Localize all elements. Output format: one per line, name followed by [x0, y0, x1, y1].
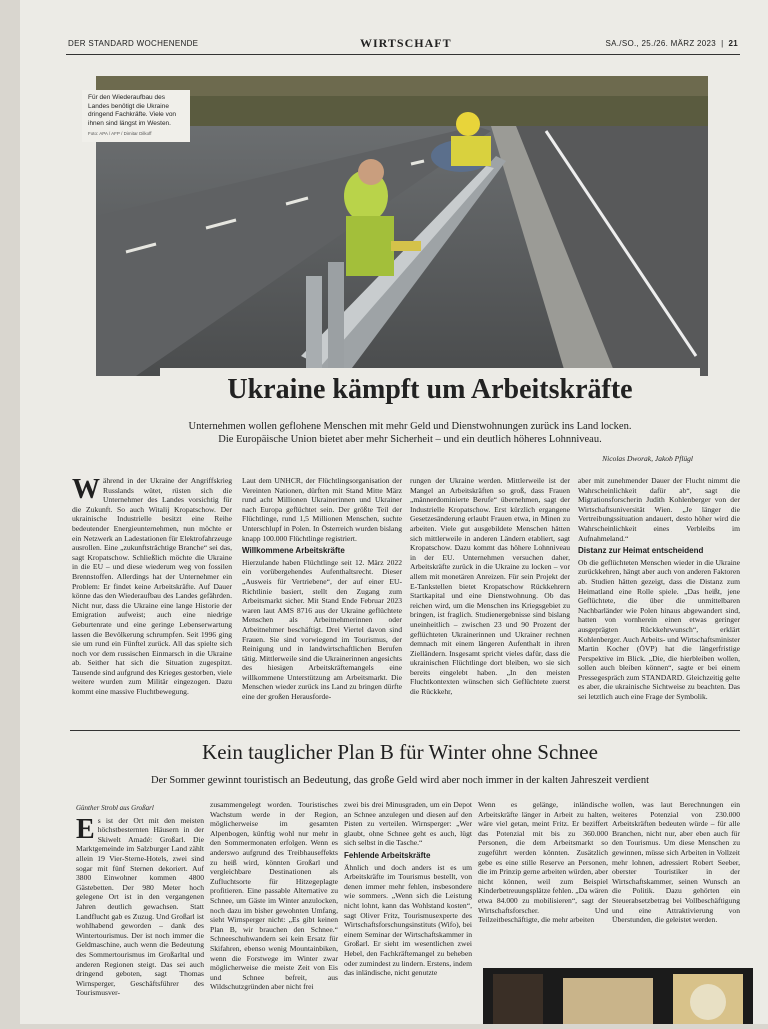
article2-col5-text: wollen, was laut Berechnungen ein weiteres Potenzial von 230.000 Arbeitskräften bedeuten würde – für alle Branchen, nicht nur, aber eben auch für den Tourismus. Um diese Menschen zu gewinnen, müsse sich Arbeiten in Vollzeit mehr lohnen, adressiert Robert Seeber, oberster Touristiker in der Wirtschaftskammer, seinen Wunsch an die Politik. Dazu gehörten ein Steuerabsetzbetrag bei Vollbeschäftigung und eine Attraktivierung von Überstunden, die geleistet werden. — [612, 800, 740, 925]
article2-subheading: Fehlende Arbeitskräfte — [344, 850, 431, 860]
article1-col2-text-a: Laut dem UNHCR, der Flüchtlingsorganisation der Vereinten Nationen, dürften mit Stand Mitte März rund acht Millionen Ukrainerinnen und Ukrainer nach Europa geflüchtet sein. Der größte Teil der Flüchtlinge, rund 1,5 Millionen Menschen, suchte Unterschlupf in Polen. In Österreich wurden bislang knapp 100.000 Flüchtlinge registriert. — [242, 476, 402, 543]
article1-col2-text-b: Hierzulande haben Flüchtlinge seit 12. März 2022 ein vorübergehendes Aufenthaltsrecht. Dieser „Ausweis für Vertriebene“, der auf einer EU-Richtlinie basiert, stellt den Zugang zum Arbeitsmarkt sicher. Mit Stand Ende Februar 2023 waren laut AMS 8716 aus der Ukraine geflüchtete Menschen als Arbeitnehmerinnen oder Arbeitnehmer beschäftigt. Drei Viertel davon sind Frauen. Sie sind vorwiegend im Tourismus, der Reinigung und in landwirtschaftlichen Berufen tätig. Mittlerweile sind die Ukrainerinnen angesichts des hiesigen Arbeitskräftemangels eine willkommene Unterstützung am Arbeitsmarkt. Die Menschen wieder zurück ins Land zu bringen dürfte eine der großen Herausforde- — [242, 557, 402, 702]
masthead-rule — [66, 54, 740, 55]
masthead-date-page: SA./SO., 25./26. MÄRZ 2023 | 21 — [605, 39, 738, 48]
article1-column-4 — [578, 476, 740, 724]
article1-col4-text-b: Ob die geflüchteten Menschen wieder in die Ukraine zurückkehren, hängt aber auch von anderen Faktoren ab. Studien hätten gezeigt, dass die Distanz zum Heimatland eine Rolle spiele. „Das heißt, jene Geflüchtete, die über die unmittelbaren Nachbarländer wie Polen hinaus abgewandert sind, hatten von vornherein einen etwas geringer ausgeprägten Rückkehrwunsch“, erklärt Kohlenberger. Auch Arbeits- und Wirtschaftsminister Martin Kocher (ÖVP) hat die längerfristige Perspektive im Blick. „Die, die hierbleiben wollen, sollen auch bleiben können“, sagte er bei einem Pressegespräch zum STANDARD. Gleichzeitig gelte es aber, die ukrainische Sichtweise zu beachten. Das sei letztlich auch eine Frage der Symbolik. — [578, 557, 740, 702]
article2-col3-text-b: Ähnlich und doch anders ist es um Arbeitskräfte im Tourismus bestellt, von denen immer mehr fehlen, insbesondere wie sommers. „Wenn sich die Leistung nicht lohnt, kann das Wohlstand kosten“, sagt Oliver Fritz, Tourismusexperte des Wirtschaftsforschungsinstituts (Wifo), bei einem Seminar der Wirtschaftskammer in Großarl. Er sieht im wesentlichen zwei Hebel, den Fachkräftemangel zu beheben oder zumindest zu lindern. Erstens, indem das inländische, nicht genutzte — [344, 862, 472, 978]
article1-column-1 — [72, 476, 232, 724]
article2-headline: Kein tauglicher Plan B für Winter ohne Schnee — [202, 740, 598, 764]
masthead — [68, 36, 738, 52]
article2-column-3 — [344, 800, 472, 1024]
article1-col3-text: rungen der Ukraine werden. Mittlerweile ist der Mangel an Arbeitskräften so groß, dass Frauen „männerdominierte Berufe“ übernehmen, sagt der Industrielle Kropatschow. Erst kürzlich ergangene Gesetzesänderung erlaubt Frauen etwa, in Minen zu arbeiten. Viele gut ausgebildete Menschen hätten sich mittlerweile in anderen Ländern etabliert, sagt Kropatschow. Dazu kommt das höhere Lohnniveau in der EU. Unternehmen versuchen daher, Arbeitskräfte zurück in die Ukraine zu locken – vor allem mit monetären Anreizen. Für sein Projekt der E-Tankstellen bietet Kropatschow Rückkehrern Startkapital und eine Dienstwohnung. Ob das reichen wird, um die Menschen ins Kriegsgebiet zu bringen, ist fraglich. Studienergebnisse sind bislang uneinheitlich – zwischen 23 und 90 Prozent der geflüchteten Ukrainerinnen und Ukrainer rechnen demnach mit einem längeren Aufenthalt in ihren Zielländern. Insgesamt spricht vieles dafür, dass die ukrainischen Flüchtlinge dort bleiben, wo sie sich bereits eingelebt haben. „In den meisten Fluchtkontexten wünschen sich Geflüchtete zuerst die Rückkehr, — [410, 476, 570, 697]
article1-col1-text: ährend in der Ukraine der Angriffskrieg Russlands wütet, rüsten sich die Unternehmer des Landes vorsichtig für die Zukunft. So auch Witalij Kropatschow. Der ukrainische Industrielle besitzt eine Reihe bedeutender Energieunternehmen, nun möchte er ein Netzwerk an Ladestationen für Elektrofahrzeuge ausrollen. Eine „zukunftsträchtige Branche“ sei das, sagt Kropatschow. Schließlich möchte die Ukraine in die EU – und diese wiederum weg von fossilen Brennstoffen. Allerdings hat der Unternehmer ein Problem: Er findet keine Arbeitskräfte. Auf Dauer könne das den Wiederaufbau des Landes gefährden. Nicht nur, dass die Ukraine eine lange Historie der Emigration aufweist; auch eine niedrige Geburtenrate und eine geringe Lebenserwartung lassen die Bevölkerung schrumpfen. Seit 1996 ging sie um rund ein Fünftel zurück. All das spielte sich noch vor dem russischen Einmarsch in die Ukraine ab. Seither hat sich die Situation zugespitzt. Tausende sind aufgrund des Krieges gestorben, viele weitere wurden zum Militär eingezogen. Dazu kommt eine massive Fluchtbewegung. — [72, 476, 232, 697]
article1-col4-text-a: aber mit zunehmender Dauer der Flucht nimmt die Wahrscheinlichkeit dafür ab“, sagt die Migrationsforscherin Judith Kohlenberger von der Wirtschaftsuniversität Wien. „Je länger die Vertreibungssituation andauert, desto höher wird die Wahrscheinlichkeit eines Verbleibs im Aufnahmeland.“ — [578, 476, 740, 543]
article2-column-1 — [76, 804, 204, 1024]
article2-author: Günther Strobl aus Großarl — [76, 804, 154, 812]
photo-caption — [82, 90, 190, 142]
article1-subline — [110, 420, 710, 446]
article-divider — [70, 730, 740, 731]
photo-credit: Foto: APA / AFP / Dimitar Dilkoff — [88, 131, 152, 136]
article1-subheading-1: Willkommene Arbeitskräfte — [242, 546, 345, 556]
dropcap: W — [72, 476, 100, 505]
advertisement-photo — [483, 968, 753, 1024]
dropcap-2: E — [76, 813, 95, 845]
article2-column-2 — [210, 800, 338, 1024]
article2-col1-text: s ist der Ort mit den meisten höchstbesternten Häusern in der Skiwelt Amadé: Großarl. Die Marktgemeinde im Salzburger Land zählt allein 19 Vier-Sterne-Hotels, zwei sind sogar mit fünf Sternen dekoriert. Auf 3800 Einwohner kommen 4800 Gästebetten. Der 980 Meter hoch gelegene Ort ist in den vergangenen Jahren deutlich gewachsen. Statt Landflucht gab es Zuzug. Und Großarl ist wohlhabend geworden – dank des Wintertourismus. Der ist noch immer die Geldmaschine, auch wenn die Bedeutung des Sommertourismus im Großarltal und anderen Regionen steigt. Das sei auch dringend geboten, sagt Thomas Wirnsperger, Geschäftsführer des Tourismusver- — [76, 815, 204, 998]
page-number: 21 — [728, 39, 738, 48]
article2-col4-text: Wenn es gelänge, inländische Arbeitskräfte länger in Arbeit zu halten, wäre viel getan, meint Fritz. Er beziffert das Potenzial mit bis zu 360.000 Personen, die dem Arbeitsmarkt so zugeführt werden könnten. Zusätzlich gebe es eine stille Reserve an Personen, die im Prinzip gerne arbeiten würden, aber nicht können, weil zum Beispiel Kinderbetreuungsplätze fehlen. „Da wären etwa 84.000 zu mobilisieren“, sagt der Wirtschaftsforscher. Und Teilzeitbeschäftigte, die mehr arbeiten — [478, 800, 608, 925]
article2-col2-text: zusammengelegt worden. Touristisches Wachstum werde in der Region, möglicherweise im gesamten Alpenbogen, künftig wohl nur mehr in den Sommermonaten erfolgen. Wenn es anderswo aufgrund des Treibhauseffekts zu heiß wird, könnten Großarl und vergleichbare Destinationen als Zufluchtsorte für Hitzegeplagte profitieren. Eine passable Alternative zu Schnee, um Gäste im Winter anzulocken, noch dazu im bisher gewohnten Umfang, sieht Wirnsperger nicht: „Es gibt keinen Plan B, wir brauchen den Schnee.“ Schneeschuhwandern sei kein Ersatz für Skifahren, ebenso wenig Mountainbiken, wenn die Forstwege im Winter zwar möglicherweise die meiste Zeit von Eis und Schnee befreit, aus Wildschutzgründen aber nicht frei — [210, 800, 338, 992]
photo-caption-text: Für den Wiederaufbau des Landes benötigt die Ukraine dringend Fachkräfte. Viele von ihnen sind längst im Westen. — [88, 94, 177, 127]
article1-column-3 — [410, 476, 570, 724]
masthead-section: WIRTSCHAFT — [360, 36, 452, 50]
article2-column-5 — [612, 800, 740, 960]
article1-subheading-2: Distanz zur Heimat entscheidend — [578, 546, 704, 556]
article1-headline: Ukraine kämpft um Arbeitskräfte — [160, 368, 700, 412]
article2-col3-text-a: zwei bis drei Minusgraden, um ein Depot an Schnee anzulegen und diesen auf den Pisten zu verteilen. Wirnsperger: „Wer glaubt, ohne Schnee geht es auch, lügt sich selbst in die Tasche.“ — [344, 800, 472, 848]
article1-column-2 — [242, 476, 402, 724]
article1-byline: Nicolas Dworak, Jakob Pflügl — [602, 454, 693, 463]
article2-column-4 — [478, 800, 608, 960]
masthead-paper: DER STANDARD WOCHENENDE — [68, 39, 199, 48]
article1-subline-line1: Unternehmen wollen geflohene Menschen mit mehr Geld und Dienstwohnungen zurück ins Land locken. — [188, 421, 632, 432]
article1-subline-line2: Die Europäische Union bietet aber mehr Sicherheit – und ein deutlich höheres Lohnniveau. — [218, 434, 602, 445]
masthead-date: SA./SO., 25./26. MÄRZ 2023 — [605, 39, 717, 48]
article2-subline: Der Sommer gewinnt touristisch an Bedeutung, das große Geld wird aber noch immer in der kalten Jahreszeit verdient — [150, 775, 650, 786]
